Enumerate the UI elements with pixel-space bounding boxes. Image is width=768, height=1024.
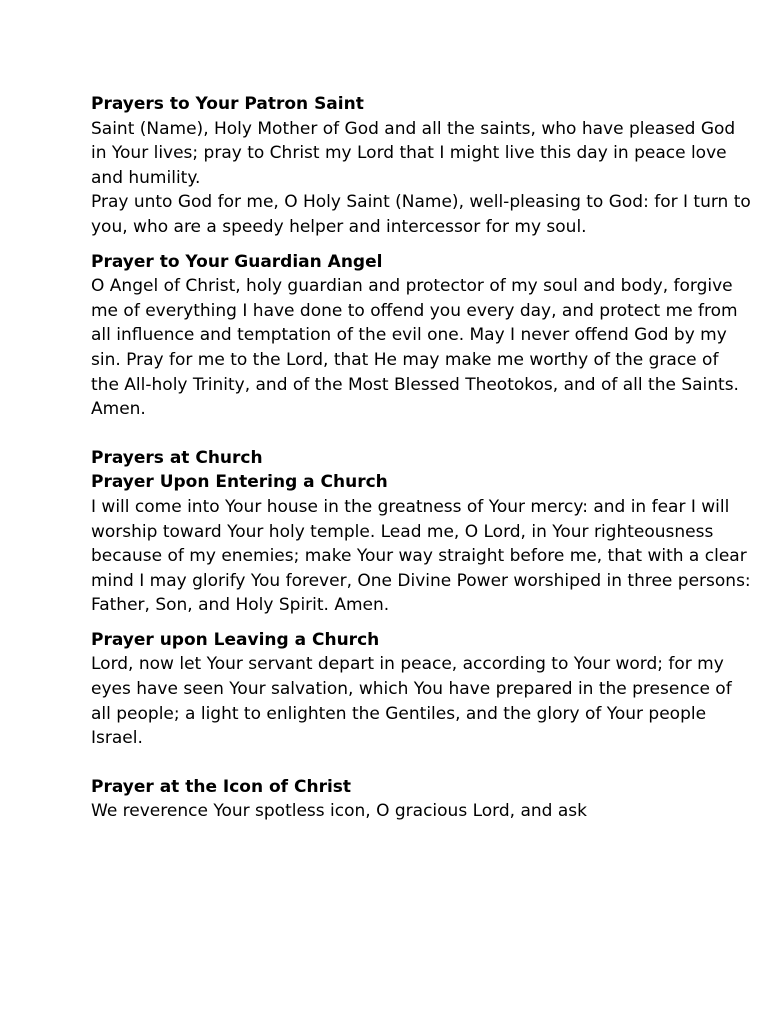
document-page	[91, 92, 751, 824]
paragraph-leaving-church: Lord, now let Your servant depart in peace, according to Your word; for my eyes have seen Your salvation, which You have prepared in the presence of all people; a light to enlighten the Gentiles, and the glory of Your people Israel.	[91, 654, 732, 749]
paragraph-guardian-angel: O Angel of Christ, holy guardian and protector of my soul and body, forgive me of everything I have done to offend you every day, and protect me from all influence and temptation of the evil one. May I never offend God by my sin. Pray for me to the Lord, that He may make me worthy of the grace of the All-holy Trinity, and of the Most Blessed Theotokos, and of all the Saints. Amen.	[91, 276, 739, 420]
paragraph-patron-saint-1: Saint (Name), Holy Mother of God and all the saints, who have pleased God in Your lives; pray to Christ my Lord that I might live this day in peace love and humility.	[91, 118, 736, 188]
section-spacer	[91, 422, 751, 446]
paragraph-patron-saint-2: Pray unto God for me, O Holy Saint (Name), well-pleasing to God: for I turn to you, who are a speedy helper and intercessor for my soul.	[91, 192, 751, 237]
paragraph-icon-of-christ: We reverence Your spotless icon, O gracious Lord, and ask	[91, 801, 587, 822]
section-heading-icon-of-christ: Prayer at the Icon of Christ	[91, 776, 352, 797]
section-spacer	[91, 618, 751, 628]
paragraph-entering-church: I will come into Your house in the greatness of Your mercy: and in fear I will worship toward Your holy temple. Lead me, O Lord, in Your righteousness because of my enemies; make Your way straight before me, that with a clear mind I may glorify You forever, One Divine Power worshiped in three persons: Father, Son, and Holy Spirit. Amen.	[91, 496, 751, 616]
group-heading-prayers-at-church: Prayers at Church	[91, 447, 263, 468]
section-spacer	[91, 240, 751, 250]
section-spacer	[91, 751, 751, 775]
section-heading-entering-church: Prayer Upon Entering a Church	[91, 472, 388, 493]
section-heading-guardian-angel: Prayer to Your Guardian Angel	[91, 251, 383, 272]
section-heading-patron-saint: Prayers to Your Patron Saint	[91, 94, 364, 114]
section-heading-leaving-church: Prayer upon Leaving a Church	[91, 629, 380, 650]
